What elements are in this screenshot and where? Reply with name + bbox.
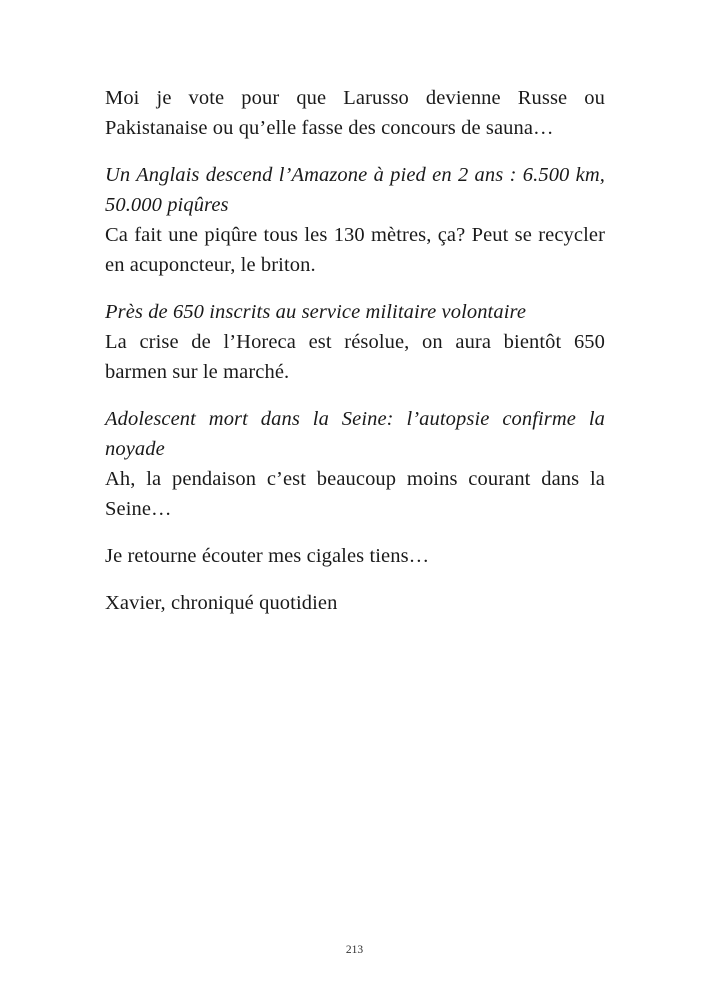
paragraph-pendaison: Ah, la pendaison c’est beaucoup moins courant dans la Seine… <box>105 468 605 520</box>
headline-adolescent-seine: Adolescent mort dans la Seine: l’autopsie confirme la noyade <box>105 408 605 460</box>
paragraph-horeca: La crise de l’Horeca est résolue, on aura bientôt 650 barmen sur le marché. <box>105 331 605 383</box>
headline-service-militaire: Près de 650 inscrits au service militaire volontaire <box>105 301 527 323</box>
paragraph-signature: Xavier, chroniqué quotidien <box>105 592 338 614</box>
paragraph-cigales: Je retourne écouter mes cigales tiens… <box>105 545 430 567</box>
headline-amazone: Un Anglais descend l’Amazone à pied en 2 ans : 6.500 km, 50.000 piqûres <box>105 164 605 216</box>
text-block <box>105 83 605 618</box>
page-number: 213 <box>345 944 364 956</box>
paragraph-larusso: Moi je vote pour que Larusso devienne Russe ou Pakistanaise ou qu’elle fasse des concours de sauna… <box>105 87 605 139</box>
paragraph-piqure: Ca fait une piqûre tous les 130 mètres, ça? Peut se recycler en acuponcteur, le briton. <box>105 224 605 276</box>
